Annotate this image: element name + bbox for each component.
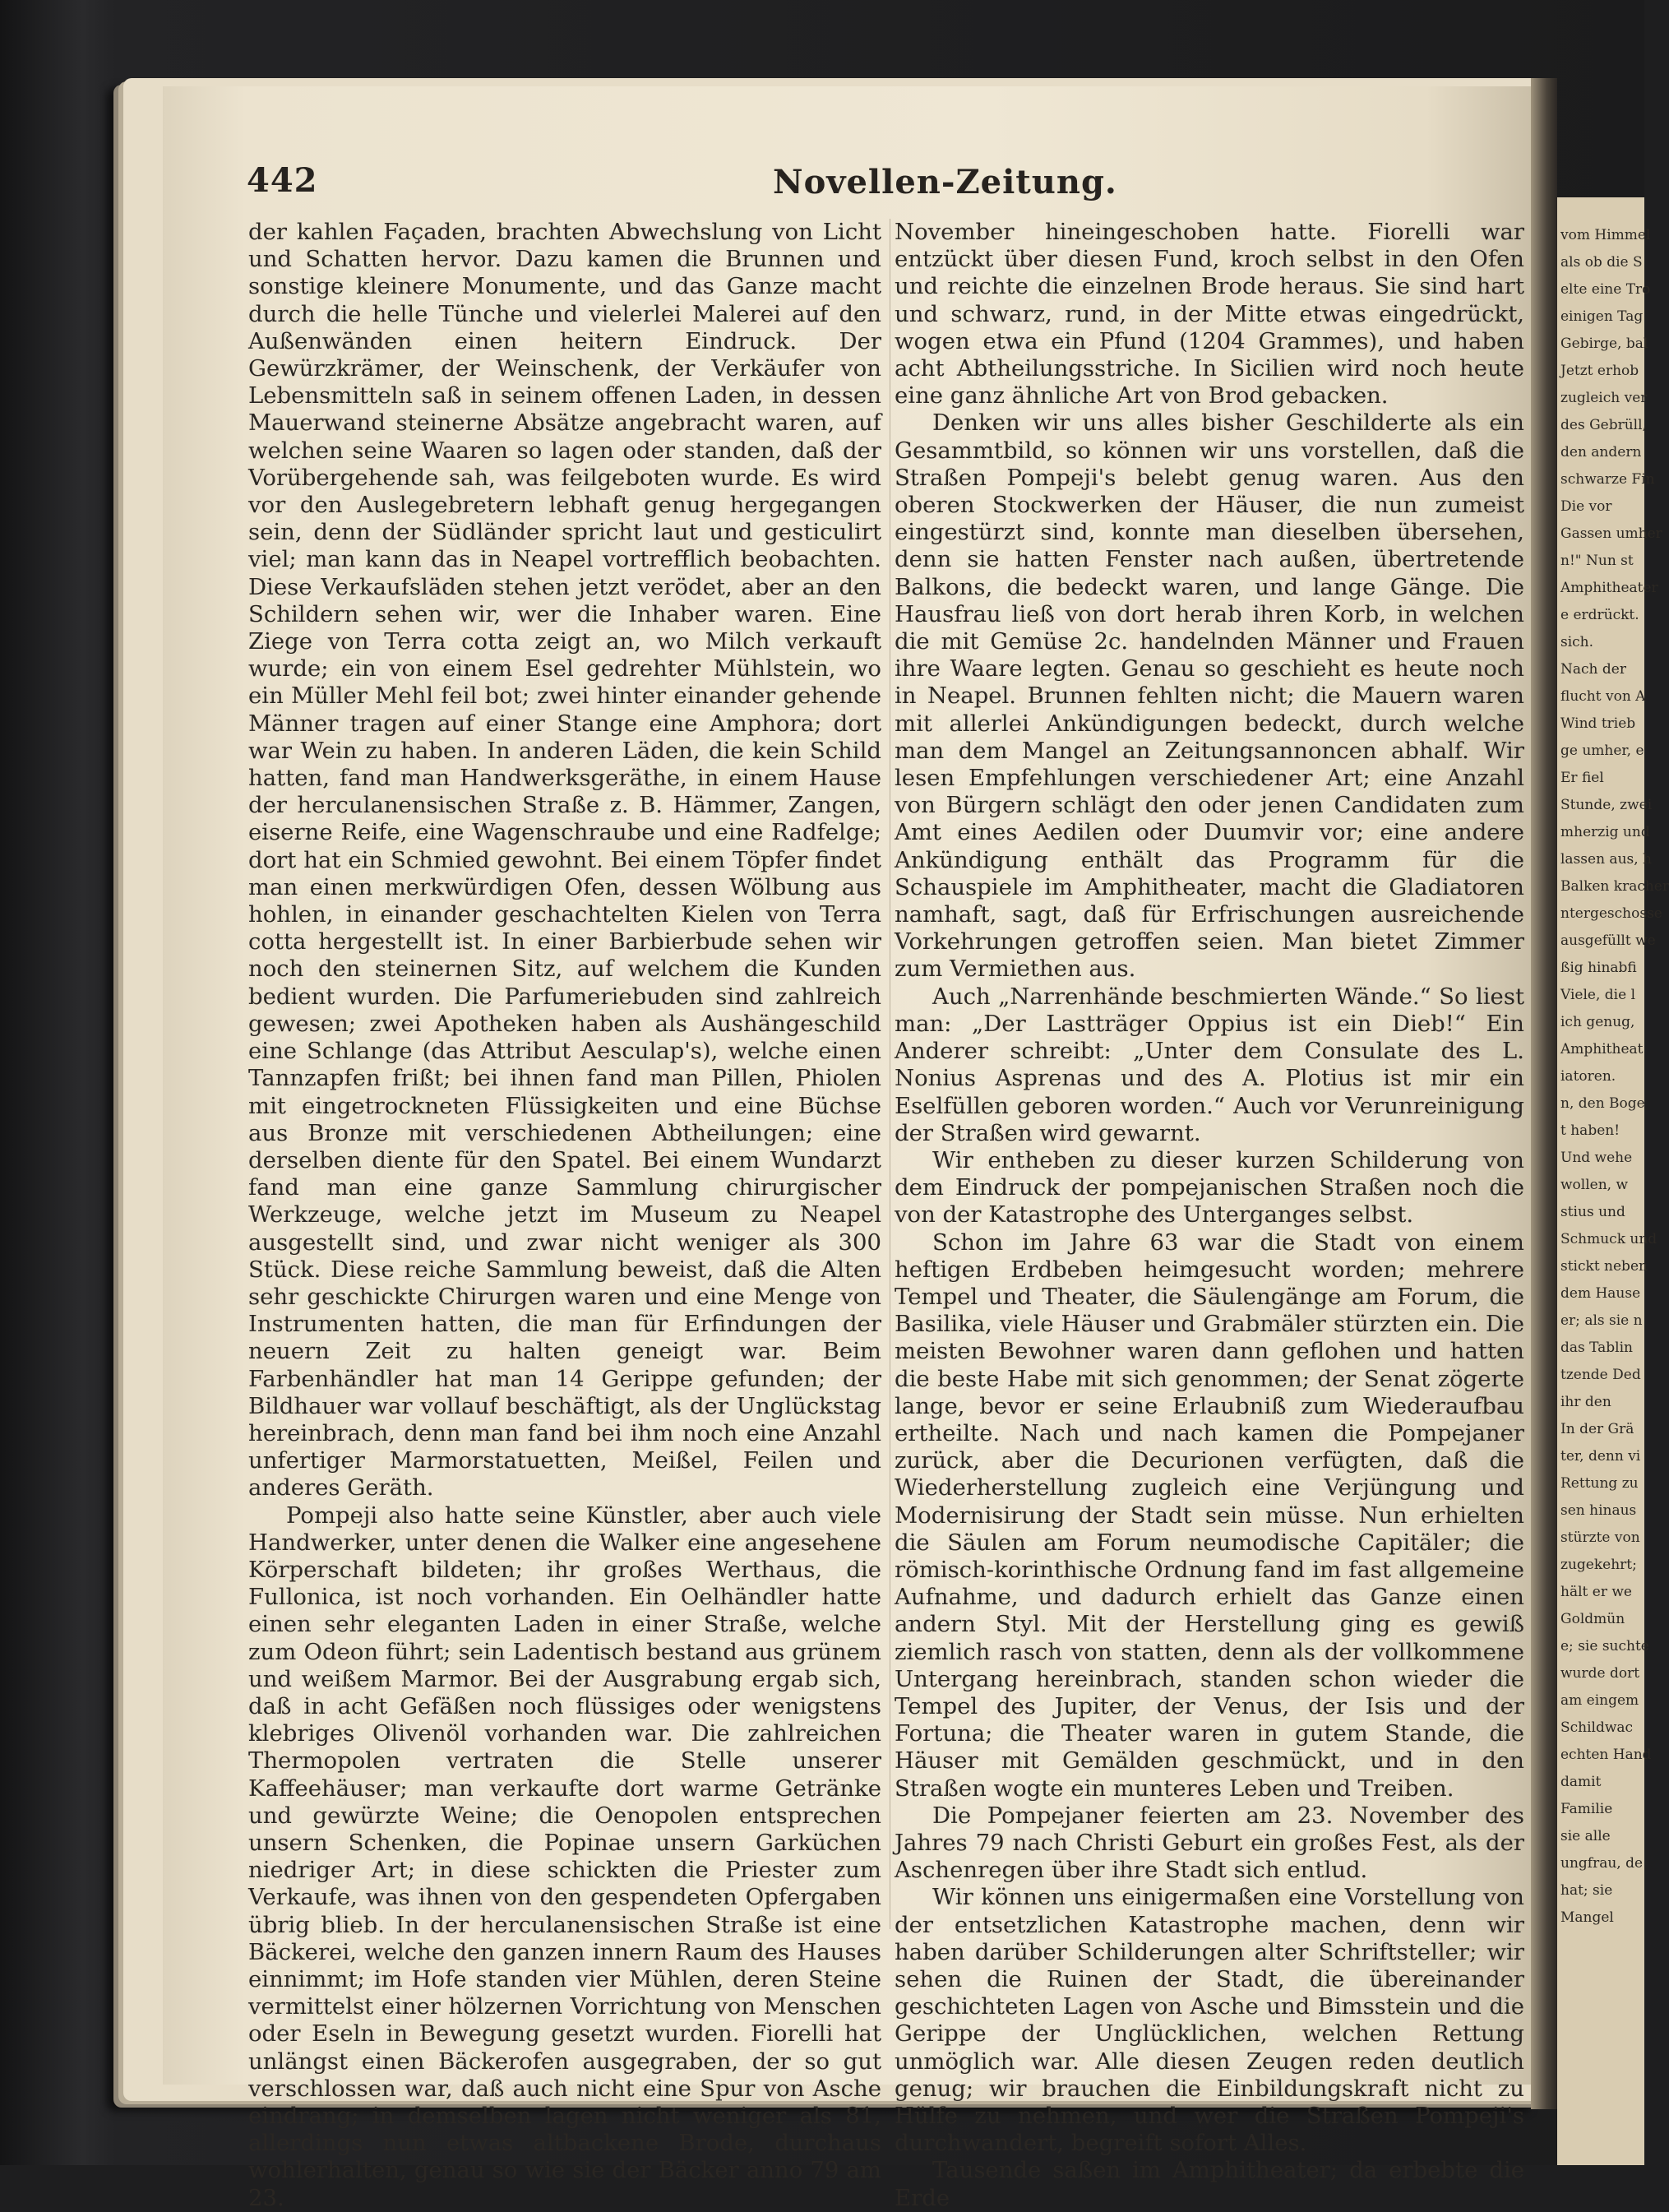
facing-page-line: ßig hinabfi	[1560, 960, 1637, 976]
facing-page-line: tzende Ded	[1560, 1367, 1641, 1383]
running-title: Novellen-Zeitung.	[773, 163, 1117, 201]
facing-page-fragment	[1557, 197, 1669, 2165]
facing-page-line: Wind trieb	[1560, 715, 1636, 732]
paragraph: November hineingeschoben hatte. Fiorelli war entzückt über diesen Fund, kroch selbst in den Ofen und reichte die einzelnen Brode heraus. Sie sind hart und schwarz, rund, in der Mitte etwas eingedrückt, wogen etwa ein Pfund (1204 Grammes), und haben acht Abtheilungsstriche. In Sicilien wird noch heute eine ganz ähnliche Art von Brod gebacken.	[895, 219, 1524, 410]
facing-page-line: Nach der	[1560, 661, 1626, 678]
facing-page-line: Goldmün	[1560, 1611, 1625, 1627]
paragraph: Die Pompejaner feierten am 23. November des Jahres 79 nach Christi Geburt ein großes Fest, als der Aschenregen über ihre Stadt sich entlud.	[895, 1802, 1524, 1884]
page-header	[247, 161, 1529, 211]
facing-page-line: Rettung zu	[1560, 1475, 1639, 1492]
facing-page-line: lassen aus, h	[1560, 851, 1652, 868]
facing-page-line: Viele, die l	[1560, 987, 1636, 1003]
paragraph: Wir können uns einigermaßen eine Vorstellung von der entsetzlichen Katastrophe machen, denn wir haben darüber Schilderungen alter Schriftsteller; wir sehen die Ruinen der Stadt, die übereinander geschichteten Lagen von Asche und Bimsstein und die Gerippe der Unglücklichen, welchen Rettung unmöglich war. Alle diesen Zeugen reden deutlich genug; wir brauchen die Einbildungskraft nicht zu Hülfe zu nehmen, und wer die Straßen Pompeji's durchwandert, begreift sofort Alles.	[895, 1884, 1524, 2157]
facing-page-line: mherzig und	[1560, 824, 1650, 840]
text-column-left	[248, 219, 881, 2212]
facing-page-line: das Tablin	[1560, 1340, 1634, 1356]
facing-page-line: n, den Boge	[1560, 1095, 1645, 1112]
facing-page-line: sich.	[1560, 634, 1594, 650]
paragraph: Denken wir uns alles bisher Geschilderte als ein Gesammtbild, so können wir uns vorstellen, daß die Straßen Pompeji's belebt genug waren. Aus den oberen Stockwerken der Häuser, die nun zumeist eingestürzt sind, konnte man dieselben übersehen, denn sie hatten Fenster nach außen, übertretende Balkons, die bedeckt waren, und lange Gänge. Die Hausfrau ließ von dort herab ihren Korb, in welchen die mit Gemüse 2c. handelnden Männer und Frauen ihre Waare legten. Genau so geschieht es heute noch in Neapel. Brunnen fehlten nicht; die Mauern waren mit allerlei Ankündigungen bedeckt, durch welche man dem Mangel an Zeitungsannoncen abhalf. Wir lesen Empfehlungen verschiedener Art; eine Anzahl von Bürgern schlägt den oder jenen Candidaten zum Amt eines Aedilen oder Duumvir vor; eine andere Ankündigung enthält das Programm für die Schauspiele im Amphitheater, macht die Gladiatoren namhaft, sagt, daß für Erfrischungen ausreichende Vorkehrungen getroffen seien. Man bietet Zimmer zum Vermiethen aus.	[895, 410, 1524, 983]
facing-page-line: flucht von A	[1560, 688, 1646, 705]
facing-page-line: Amphitheater	[1560, 580, 1658, 596]
facing-page-line: ungfrau, de	[1560, 1855, 1644, 1872]
facing-page-line: ausgefüllt we	[1560, 932, 1656, 949]
facing-page-line: den andern	[1560, 444, 1642, 460]
facing-page-line: Stunde, zwei	[1560, 797, 1653, 813]
facing-page-line: zugleich ver	[1560, 390, 1648, 406]
facing-page-line: Und wehe	[1560, 1150, 1633, 1166]
facing-page-line: sen hinaus	[1560, 1502, 1637, 1519]
facing-page-line: schwarze Fin	[1560, 471, 1655, 488]
facing-page-line: Balken kracher	[1560, 878, 1669, 895]
facing-page-line: Schmuck und	[1560, 1231, 1657, 1247]
paragraph: Auch „Narrenhände beschmierten Wände.“ So liest man: „Der Lastträger Oppius ist ein Dieb!“ Ein Anderer schreibt: „Unter dem Consulate des L. Nonius Asprenas und des A. Plotius ist mir ein Eselfüllen geboren worden.“ Auch vor Verunreinigung der Straßen wird gewarnt.	[895, 983, 1524, 1146]
paragraph: Schon im Jahre 63 war die Stadt von einem heftigen Erdbeben heimgesucht worden; mehrere Tempel und Theater, die Säulengänge am Forum, die Basilika, viele Häuser und Grabmäler stürzten ein. Die meisten Bewohner waren dann geflohen und hatten die beste Habe mit sich genommen; der Senat zögerte lange, bevor er seine Erlaubniß zum Wiederaufbau ertheilte. Nach und nach kamen die Pompejaner zurück, aber die Decurionen verfügten, daß die Wiederherstellung zugleich eine Verjüngung und Modernisirung der Stadt sein müsse. Nun erhielten die Säulen am Forum neumodische Capitäler; die römisch-korinthische Ordnung fand im fast allgemeine Aufnahme, und dadurch erhielt das Ganze einen andern Styl. Mit der Herstellung ging es gewiß ziemlich rasch von statten, denn als der vollkommene Untergang hereinbrach, standen schon wieder die Tempel des Jupiter, der Venus, der Isis und der Fortuna; die Theater waren in gutem Stande, die Häuser mit Gemälden geschmückt, und in den Straßen wogte ein munteres Leben und Treiben.	[895, 1229, 1524, 1802]
facing-page-line: Mangel	[1560, 1909, 1614, 1926]
facing-page-line: des Gebrüll,	[1560, 417, 1647, 433]
facing-page-line: wurde dort	[1560, 1665, 1640, 1682]
facing-page-line: iatoren.	[1560, 1068, 1616, 1085]
facing-page-line: am eingem	[1560, 1692, 1639, 1709]
paragraph: Wir entheben zu dieser kurzen Schilderung von dem Eindruck der pompejanischen Straßen noch die von der Katastrophe des Unterganges selbst.	[895, 1146, 1524, 1229]
facing-page-line: ihr den	[1560, 1394, 1611, 1410]
facing-page-line: dem Hause	[1560, 1285, 1641, 1302]
facing-page-line: er; als sie n	[1560, 1312, 1643, 1329]
facing-page-line: als ob die S	[1560, 254, 1643, 271]
facing-page-line: t haben!	[1560, 1122, 1620, 1139]
facing-page-line: n!" Nun st	[1560, 553, 1634, 569]
paragraph: Tausende saßen im Amphitheater; da erbebte die Erde	[895, 2157, 1524, 2211]
facing-page-line: vom Himmel	[1560, 227, 1651, 243]
book-gutter	[1531, 78, 1557, 2109]
facing-page-line: e; sie suchte	[1560, 1638, 1649, 1654]
facing-page-line: stürzte von	[1560, 1529, 1640, 1546]
facing-page-line: Schildwac	[1560, 1719, 1634, 1736]
facing-page-line: e erdrückt.	[1560, 607, 1639, 623]
facing-page-line: stius und	[1560, 1204, 1625, 1220]
facing-page-line: Er fiel	[1560, 770, 1604, 786]
facing-page-line: ge umher, e	[1560, 743, 1644, 759]
facing-page-line: damit	[1560, 1774, 1602, 1790]
paragraph: Pompeji also hatte seine Künstler, aber auch viele Handwerker, unter denen die Walker eine angesehene Körperschaft bildeten; ihr großes Werthaus, die Fullonica, ist noch vorhanden. Ein Oelhändler hatte einen sehr eleganten Laden in einer Straße, welche zum Odeon führt; sein Ladentisch bestand aus grünem und weißem Marmor. Bei der Ausgrabung ergab sich, daß in acht Gefäßen noch flüssiges oder wenigstens klebriges Olivenöl vorhanden war. Die zahlreichen Thermopolen vertraten die Stelle unserer Kaffeehäuser; man verkaufte dort warme Getränke und gewürzte Weine; die Oenopolen entsprechen unsern Schenken, die Popinae unsern Garküchen niedriger Art; in diese schickten die Priester zum Verkaufe, was ihnen von den gespendeten Opfergaben übrig blieb. In der herculanensischen Straße ist eine Bäckerei, welche den ganzen innern Raum des Hauses einnimmt; im Hofe standen vier Mühlen, deren Steine vermittelst einer hölzernen Vorrichtung von Menschen oder Eseln in Bewegung gesetzt wurden. Fiorelli hat unlängst einen Bäckerofen ausgegraben, der so gut verschlossen war, daß auch nicht eine Spur von Asche eindrang; in demselben lagen nicht weniger als 81, allerdings nun etwas altbackene Brode, durchaus wohlerhalten, genau so wie sie der Bäcker anno 79 am 23.	[248, 1502, 881, 2211]
facing-page-line: wollen, w	[1560, 1177, 1629, 1193]
facing-page-line: Die vor	[1560, 498, 1612, 515]
paragraph: der kahlen Façaden, brachten Abwechslung von Licht und Schatten hervor. Dazu kamen die Brunnen und sonstige kleinere Monumente, und das Ganze macht durch die helle Tünche und vielerlei Malerei auf den Außenwänden einen heitern Eindruck. Der Gewürzkrämer, der Weinschenk, der Verkäufer von Lebensmitteln saß in seinem offenen Laden, in dessen Mauerwand steinerne Absätze angebracht waren, auf welchen seine Waaren so lagen oder standen, daß der Vorübergehende sah, was feilgeboten wurde. Es wird vor den Auslegebretern lebhaft genug hergegangen sein, denn der Südländer spricht laut und gesticulirt viel; man kann das in Neapel vortrefflich beobachten. Diese Verkaufsläden stehen jetzt verödet, aber an den Schildern sehen wir, wer die Inhaber waren. Eine Ziege von Terra cotta zeigt an, wo Milch verkauft wurde; ein von einem Esel gedrehter Mühlstein, wo ein Müller Mehl feil bot; zwei hinter einander gehende Männer tragen auf einer Stange eine Amphora; dort war Wein zu haben. In anderen Läden, die kein Schild hatten, fand man Handwerksgeräthe, in einem Hause der herculanensischen Straße z. B. Hämmer, Zangen, eiserne Reife, eine Wagenschraube und eine Radfelge; dort hat ein Schmied gewohnt. Bei einem Töpfer findet man einen merkwürdigen Ofen, dessen Wölbung aus hohlen, in einander geschachtelten Kielen von Terra cotta hergestellt ist. In einer Barbierbude sehen wir noch den steinernen Sitz, auf welchem die Kunden bedient wurden. Die Parfumeriebuden sind zahlreich gewesen; zwei Apotheken haben als Aushängeschild eine Schlange (das Attribut Aesculap's), welche einen Tannzapfen frißt; bei ihnen fand man Pillen, Phiolen mit eingetrockneten Flüssigkeiten und eine Büchse aus Bronze mit verschiedenen Abtheilungen; eine derselben diente für den Spatel. Bei einem Wundarzt fand man eine ganze Sammlung chirurgischer Werkzeuge, welche jetzt im Museum zu Neapel ausgestellt sind, und zwar nicht weniger als 300 Stück. Diese reiche Sammlung beweist, daß die Alten sehr geschickte Chirurgen waren und eine Menge von Instrumenten hatten, die man für Erfindungen der neuern Zeit zu halten geneigt war. Beim Farbenhändler hat man 14 Gerippe gefunden; der Bildhauer war vollauf beschäftigt, als der Unglückstag hereinbrach, denn man fand bei ihm noch eine Anzahl unfertiger Marmorstatuetten, Meißel, Feilen und anderes Geräth.	[248, 219, 881, 1502]
facing-page-line: stickt neben	[1560, 1258, 1648, 1275]
facing-page-line: hält er we	[1560, 1584, 1632, 1600]
facing-page-line: Amphitheat	[1560, 1041, 1644, 1057]
facing-page-text	[1557, 225, 1669, 1935]
text-column-right	[895, 219, 1524, 2212]
facing-page-line: ter, denn vi	[1560, 1448, 1641, 1465]
facing-page-line: echten Hand	[1560, 1747, 1652, 1763]
facing-page-line: einigen Tag	[1560, 308, 1644, 325]
facing-page-line: Gassen umher	[1560, 525, 1662, 542]
facing-page-line: ich genug,	[1560, 1014, 1635, 1030]
facing-page-line: elte eine Tro	[1560, 281, 1651, 298]
facing-page-line: Familie	[1560, 1801, 1613, 1817]
facing-page-line: ntergeschosse	[1560, 905, 1662, 922]
facing-page-line: zugekehrt;	[1560, 1557, 1637, 1573]
facing-page-line: Gebirge, bal	[1560, 336, 1648, 352]
facing-page-line: Jetzt erhob	[1560, 363, 1639, 379]
facing-page-line: In der Grä	[1560, 1421, 1634, 1437]
facing-page-line: sie alle	[1560, 1828, 1611, 1844]
facing-page-line: hat; sie	[1560, 1882, 1613, 1899]
page-number: 442	[247, 161, 318, 200]
